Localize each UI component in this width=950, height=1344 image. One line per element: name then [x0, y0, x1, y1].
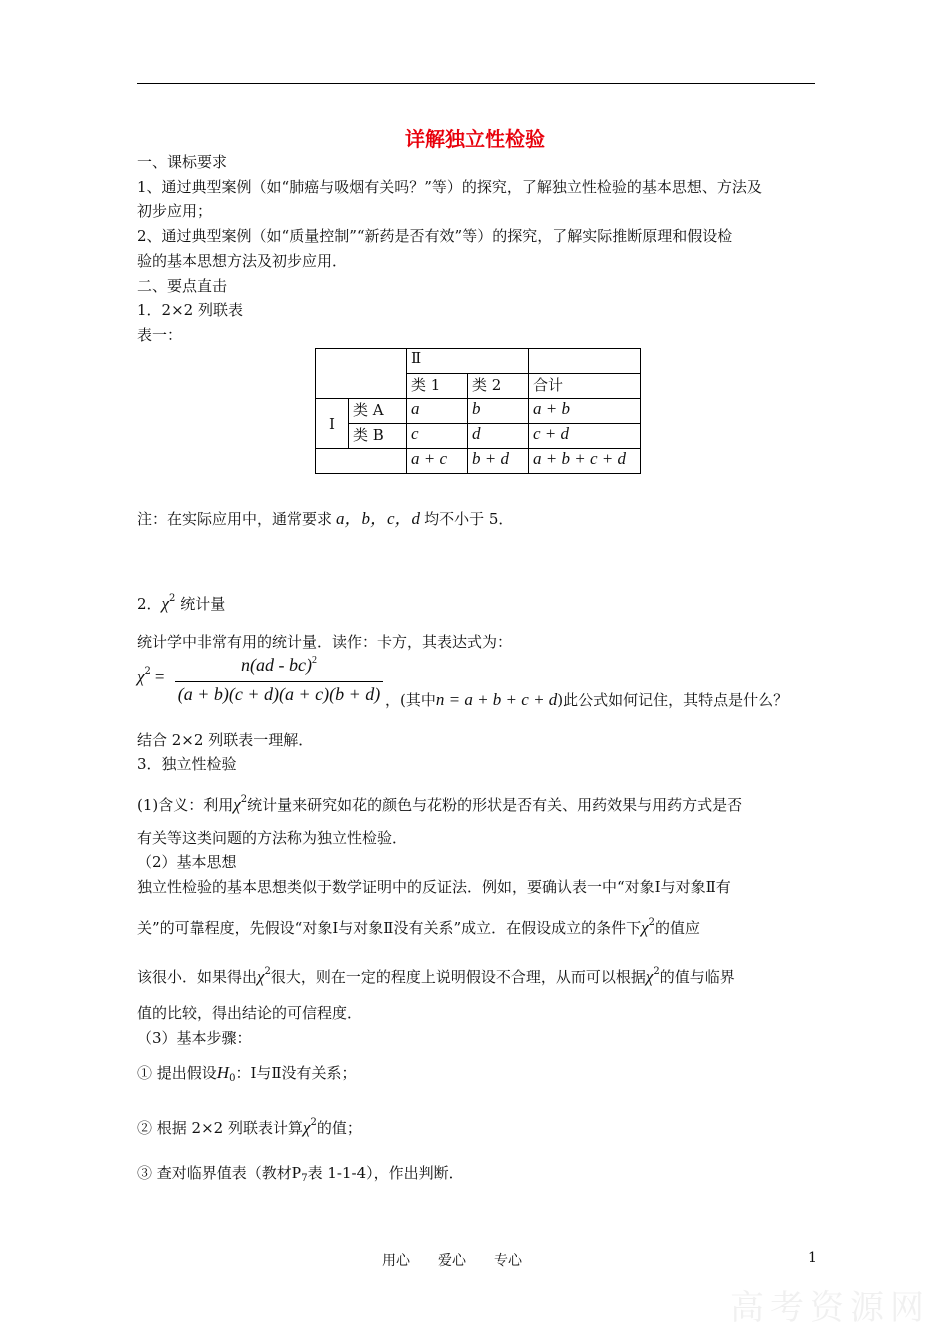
idea-line4: 值的比较，得出结论的可信程度． [137, 1004, 363, 1022]
idea-line3: 该很小．如果得出$\chi^2$很大，则在一定的程度上说明假设不合理，从而可以根据$\chi^2$的值与临界 [137, 966, 735, 986]
steps-heading: （3）基本步骤： [137, 1029, 252, 1047]
textbook-page-symbol: P [291, 1163, 302, 1182]
section1-heading: 一、课标要求 [137, 153, 228, 171]
note-pre: 注：在实际应用中，通常要求 [137, 510, 333, 528]
step3: ③ 查对临界值表（教材$P_7$表 1-1-4），作出判断． [137, 1163, 464, 1184]
table-cell: c + d [529, 424, 641, 449]
equals-sign: = [154, 667, 165, 686]
idea-line2: 关”的可靠程度，先假设“对象Ⅰ与对象Ⅱ没有关系”成立．在假设成立的条件下$\chi^2$的值应 [137, 917, 701, 937]
col-header: 类 1 [407, 374, 468, 399]
chi-symbol: χ [257, 967, 265, 986]
row-label: 类 A [349, 399, 407, 424]
subsection2-title [137, 589, 225, 614]
formula-after2: )此公式如何记住，其特点是什么？ [557, 691, 789, 709]
s1-item1-line1: 1、通过典型案例（如“肺癌与吸烟有关吗？”等）的探究，了解独立性检验的基本思想、方法及 [137, 178, 762, 196]
table-cell: d [468, 424, 529, 449]
table-cell: a + c [407, 449, 468, 474]
n-definition: n = a + b + c + d [435, 690, 558, 709]
meaning-line2: 有关等这类问题的方法称为独立性检验． [137, 829, 408, 847]
idea-heading: （2）基本思想 [137, 853, 237, 871]
s1-item1-line2: 初步应用； [137, 202, 213, 220]
chi-symbol: χ [302, 1118, 311, 1137]
hypothesis-symbol: H [216, 1063, 230, 1082]
statistic-intro: 统计学中非常有用的统计量．读作：卡方，其表达式为： [137, 633, 513, 651]
table-empty-cell [529, 349, 641, 374]
sub2-number: 2． [137, 595, 162, 613]
table-cell: a + b [529, 399, 641, 424]
formula-denominator: (a + b)(c + d)(a + c)(b + d) [177, 684, 381, 704]
page-number: 1 [808, 1250, 817, 1266]
subsection1-title: 1．2×2 列联表 [137, 301, 243, 319]
note-post: 均不小于 5． [424, 510, 514, 528]
meaning-line1: (1)含义：利用$\chi^2$统计量来研究如花的颜色与花粉的形状是否有关、用药效果与用药方式是否 [137, 794, 743, 814]
fraction-bar [175, 681, 383, 682]
chi-symbol: χ [137, 667, 145, 686]
s1-item2-line1: 2、通过典型案例（如“质量控制”“新药是否有效”等）的探究，了解实际推断原理和假设检 [137, 227, 733, 245]
chi-symbol: χ [645, 967, 654, 986]
table-cell: b + d [468, 449, 529, 474]
note-line [137, 509, 513, 529]
formula-remark [385, 690, 788, 710]
table-corner [316, 349, 407, 399]
sub2-text: 统计量 [180, 595, 226, 613]
document-title: 详解独立性检验 [405, 127, 545, 151]
s1-item2-line2: 验的基本思想方法及初步应用． [137, 252, 348, 270]
table-empty-cell [316, 449, 407, 474]
table-cell: a + b + c + d [529, 449, 641, 474]
row-variable: Ⅰ [316, 399, 349, 449]
chi-symbol: χ [233, 795, 241, 814]
formula-after1: ，(其中 [385, 691, 436, 709]
formula-lhs [137, 666, 164, 687]
table-caption: 表一： [137, 326, 183, 344]
table-cell: c [407, 424, 468, 449]
header-rule [137, 83, 815, 84]
chi-exponent: 2 [169, 593, 176, 604]
formula-numerator: n(ad - bc)$^2$ [241, 655, 317, 675]
column-variable: Ⅱ [407, 349, 529, 374]
chi-symbol: χ [161, 594, 170, 613]
chi-symbol: χ [641, 918, 649, 937]
contingency-table [315, 348, 641, 474]
idea-line1: 独立性检验的基本思想类似于数学证明中的反证法．例如，要确认表一中“对象Ⅰ与对象Ⅱ有 [137, 878, 731, 896]
footer-text: 用心 爱心 专心 [382, 1253, 522, 1269]
chi-square-formula [175, 655, 383, 705]
watermark: 高考资源网 [730, 1288, 930, 1328]
step2: ② 根据 2×2 列联表计算$\chi^2$的值； [137, 1117, 362, 1137]
col-header: 合计 [529, 374, 641, 399]
step1: ① 提出假设$H_0$：Ⅰ与Ⅱ没有关系； [137, 1063, 357, 1084]
remember-line: 结合 2×2 列联表一理解． [137, 731, 314, 749]
col-header: 类 2 [468, 374, 529, 399]
table-cell: b [468, 399, 529, 424]
table-cell: a [407, 399, 468, 424]
section2-heading: 二、要点直击 [137, 277, 228, 295]
row-label: 类 B [349, 424, 407, 449]
subsection3-title: 3．独立性检验 [137, 755, 237, 773]
chi-exponent: 2 [144, 666, 151, 677]
note-variables: a，b，c，d [336, 509, 421, 528]
